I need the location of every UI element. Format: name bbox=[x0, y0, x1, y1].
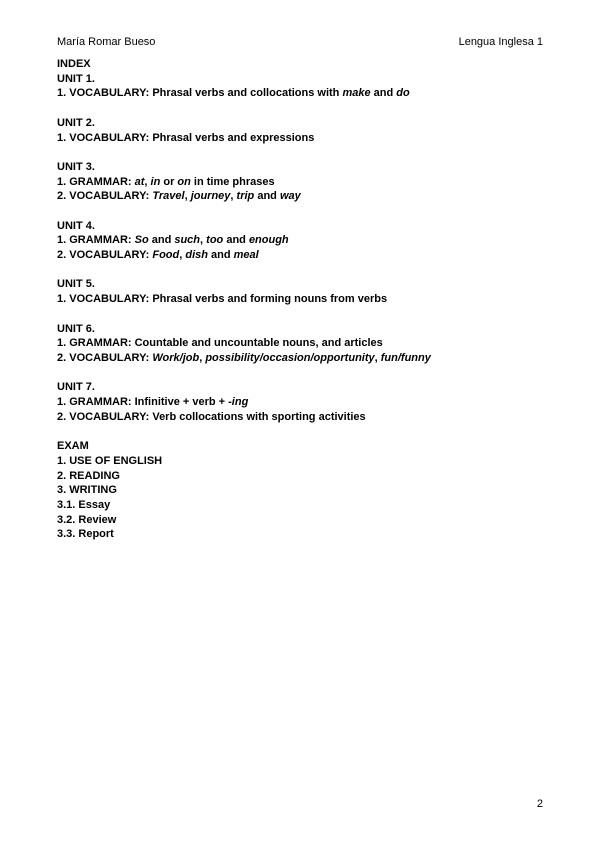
unit-item: 1. VOCABULARY: Phrasal verbs and expressions bbox=[57, 131, 315, 144]
unit-item: 2. VOCABULARY: Food, dish and meal bbox=[57, 249, 259, 262]
unit-title: UNIT 4. bbox=[57, 219, 95, 232]
unit-title: UNIT 6. bbox=[57, 322, 95, 335]
unit-item: 1. GRAMMAR: So and such, too and enough bbox=[57, 234, 289, 247]
unit-item: 2. VOCABULARY: Verb collocations with sporting activities bbox=[57, 410, 366, 423]
exam-item: 1. USE OF ENGLISH bbox=[57, 454, 163, 467]
exam-item: 3.3. Report bbox=[57, 528, 114, 541]
exam-item: 2. READING bbox=[57, 469, 120, 482]
unit-item: 2. VOCABULARY: Travel, journey, trip and way bbox=[57, 190, 301, 203]
header-author: María Romar Bueso bbox=[57, 36, 156, 48]
unit-title: UNIT 5. bbox=[57, 278, 95, 291]
unit-item: 1. GRAMMAR: at, in or on in time phrases bbox=[57, 175, 275, 188]
unit-title: UNIT 3. bbox=[57, 160, 95, 173]
header-course: Lengua Inglesa 1 bbox=[458, 36, 543, 48]
unit-item: 1. GRAMMAR: Countable and uncountable nouns, and articles bbox=[57, 337, 383, 350]
unit-item: 1. VOCABULARY: Phrasal verbs and forming nouns from verbs bbox=[57, 293, 388, 306]
exam-title: EXAM bbox=[57, 440, 89, 453]
unit-title: UNIT 1. bbox=[57, 72, 95, 85]
unit-title: UNIT 7. bbox=[57, 381, 95, 394]
exam-item: 3.2. Review bbox=[57, 513, 117, 526]
index-content bbox=[57, 57, 543, 542]
index-title: INDEX bbox=[57, 58, 91, 70]
unit-item: 2. VOCABULARY: Work/job, possibility/occasion/opportunity, fun/funny bbox=[57, 351, 431, 364]
page-number: 2 bbox=[536, 798, 543, 810]
exam-item: 3. WRITING bbox=[57, 484, 117, 497]
unit-title: UNIT 2. bbox=[57, 116, 95, 129]
unit-item: 1. VOCABULARY: Phrasal verbs and collocations with make and do bbox=[57, 87, 410, 100]
page-header bbox=[57, 36, 543, 50]
exam-item: 3.1. Essay bbox=[57, 498, 111, 511]
unit-item: 1. GRAMMAR: Infinitive + verb + -ing bbox=[57, 396, 249, 409]
